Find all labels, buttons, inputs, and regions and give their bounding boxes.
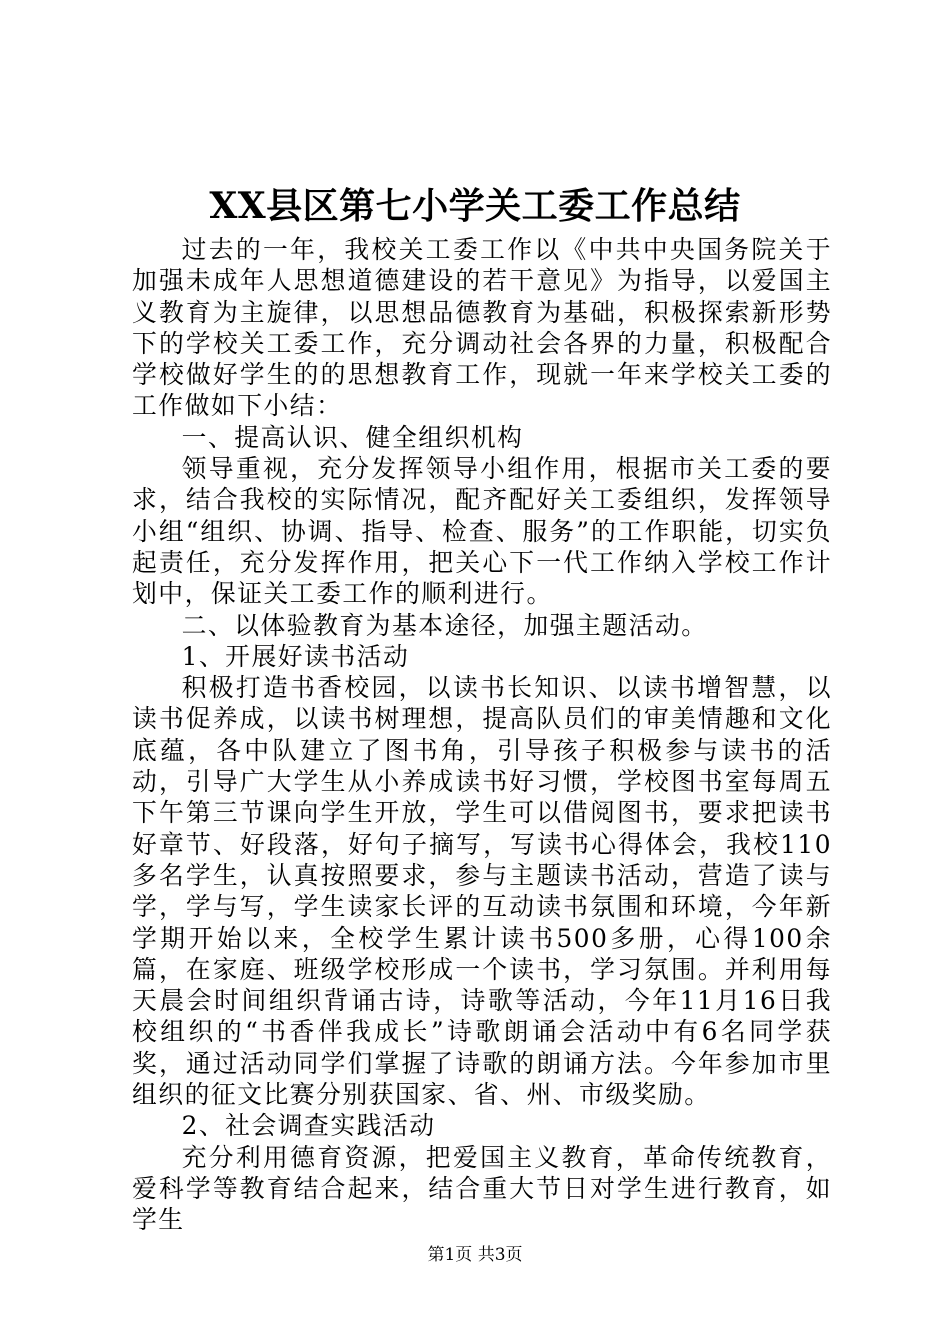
paragraph-social: 充分利用德育资源，把爱国主义教育，革命传统教育，爱科学等教育结合起来，结合重大节日对学生进行教育，如学生 — [132, 1142, 832, 1235]
subsection-heading-reading: 1、开展好读书活动 — [181, 641, 410, 671]
page-footer: 第1页 共3页 — [427, 1245, 523, 1265]
paragraph-intro: 过去的一年，我校关工委工作以《中共中央国务院关于加强未成年人思想道德建设的若干意见》为指导，以爱国主义教育为主旋律，以思想品德教育为基础，积极探索新形势下的学校关工委工作，充分调动社会各界的力量，积极配合学校做好学生的的思想教育工作，现就一年来学校关工委的工作做如下小结： — [132, 235, 832, 421]
document-body — [132, 234, 832, 1236]
section-heading-2: 二、以体验教育为基本途径，加强主题活动。 — [181, 610, 708, 640]
section-heading-1: 一、提高认识、健全组织机构 — [181, 422, 524, 452]
subsection-heading-social: 2、社会调查实践活动 — [181, 1111, 436, 1141]
paragraph-reading: 积极打造书香校园，以读书长知识、以读书增智慧，以读书促养成，以读书树理想，提高队员们的审美情趣和文化底蕴，各中队建立了图书角，引导孩子积极参与读书的活动，引导广大学生从小养成读书好习惯，学校图书室每周五下午第三节课向学生开放，学生可以借阅图书，要求把读书好章节、好段落，好句子摘写，写读书心得体会，我校110多名学生，认真按照要求，参与主题读书活动，营造了读与学，学与写，学生读家长评的互动读书氛围和环境，今年新学期开始以来，全校学生累计读书500多册，心得100余篇，在家庭、班级学校形成一个读书，学习氛围。并利用每天晨会时间组织背诵古诗，诗歌等活动，今年11月16日我校组织的“书香伴我成长”诗歌朗诵会活动中有6名同学获奖，通过活动同学们掌握了诗歌的朗诵方法。今年参加市里组织的征文比赛分别获国家、省、州、市级奖励。 — [132, 673, 832, 1110]
paragraph-organization: 领导重视，充分发挥领导小组作用，根据市关工委的要求，结合我校的实际情况，配齐配好关工委组织，发挥领导小组“组织、协调、指导、检查、服务”的工作职能，切实负起责任，充分发挥作用，把关心下一代工作纳入学校工作计划中，保证关工委工作的顺利进行。 — [132, 454, 832, 609]
document-title: XX县区第七小学关工委工作总结 — [209, 185, 741, 227]
